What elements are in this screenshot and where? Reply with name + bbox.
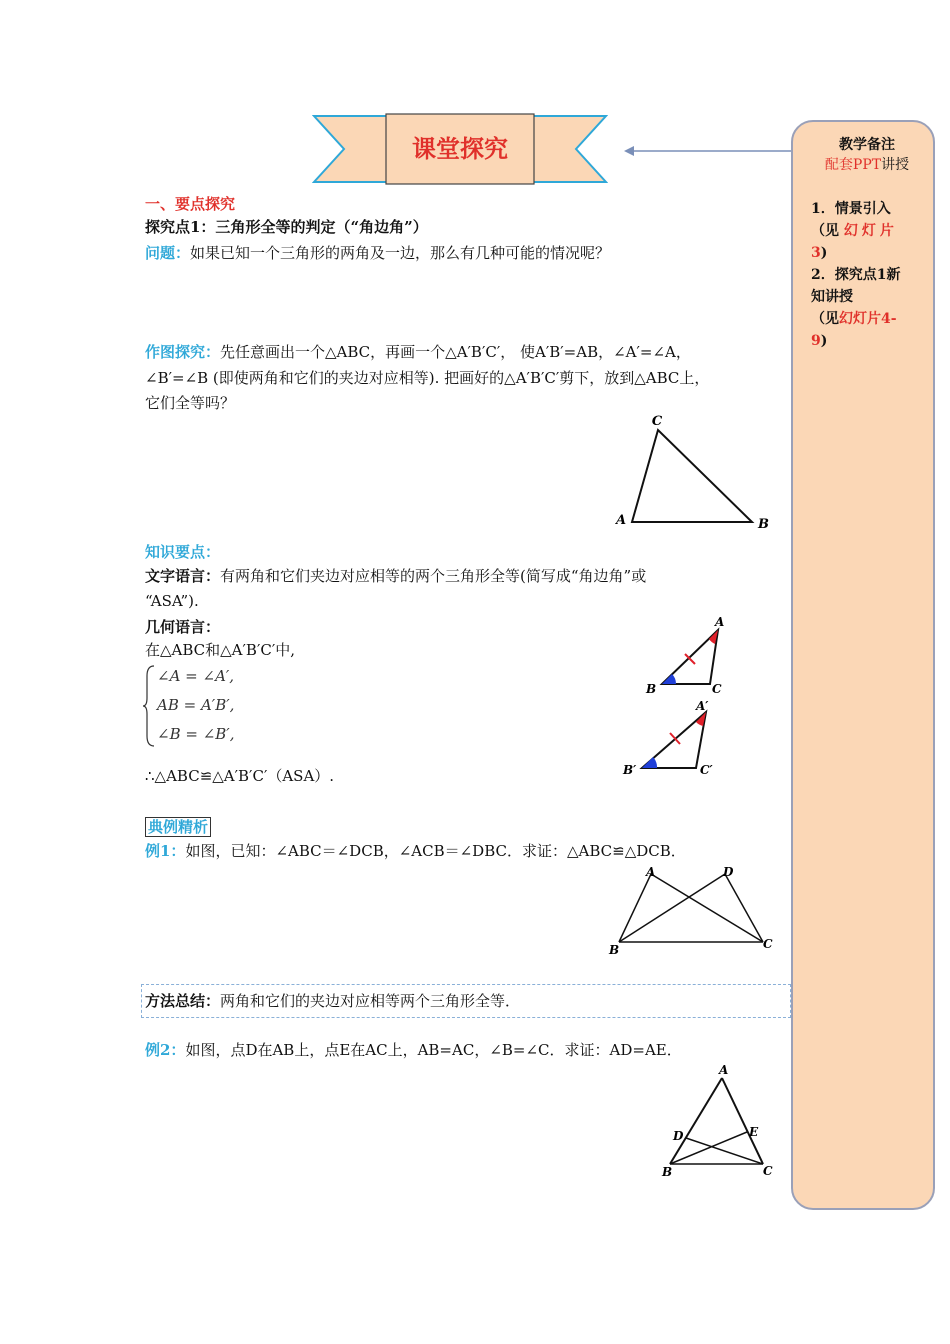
svg-text:D: D <box>673 1129 684 1143</box>
banner <box>312 112 608 186</box>
example-2: 例2：如图，点D在AB上，点E在AC上，AB=AC，∠B=∠C．求证：AD=AE． <box>145 1041 682 1059</box>
svg-text:A: A <box>646 865 656 879</box>
text-language-2: “ASA”). <box>145 592 199 610</box>
question: 问题：如果已知一个三角形的两角及一边，那么有几种可能的情况呢？ <box>145 244 611 262</box>
figure-asa-abc <box>640 614 740 699</box>
label-a: A <box>616 513 627 528</box>
sidebar-item-1: 1．情景引入 （见 幻灯片 3) <box>811 201 898 261</box>
sidebar-item-2: 2．探究点1新 知讲授 （见幻灯片4- 9) <box>811 267 901 349</box>
arrow-left-icon <box>620 143 795 159</box>
svg-text:A: A <box>715 615 725 629</box>
figure-triangle-abc <box>600 408 780 533</box>
example-1: 例1：如图，已知：∠ABC＝∠DCB，∠ACB＝∠DBC．求证：△ABC≌△DCB． <box>145 842 686 860</box>
geo-conclusion: ∴△ABC≌△A′B′C′（ASA）. <box>145 767 335 785</box>
svg-text:E: E <box>749 1125 759 1139</box>
draw-line-1: 作图探究：先任意画出一个△ABC，再画一个△A′B′C′， 使A′B′=AB，∠A′=∠A， <box>145 343 691 361</box>
geo-label: 几何语言： <box>145 618 221 636</box>
sidebar-title: 教学备注 <box>839 137 895 153</box>
geo-condition-3: ∠B = ∠B′, <box>157 725 235 743</box>
svg-text:D: D <box>723 865 734 879</box>
method-summary: 方法总结：两角和它们的夹边对应相等两个三角形全等． <box>145 992 521 1010</box>
svg-text:A′: A′ <box>696 699 709 713</box>
teaching-notes-sidebar <box>791 120 935 1210</box>
label-b: B <box>758 517 769 532</box>
svg-text:B′: B′ <box>623 763 637 777</box>
knowledge-label: 知识要点： <box>145 543 221 561</box>
label-c: C <box>651 414 663 429</box>
triangle-abc <box>632 430 752 522</box>
svg-text:C: C <box>763 937 773 951</box>
sidebar-subtitle: 配套PPT讲授 <box>824 157 910 173</box>
geo-intro: 在△ABC和△A′B′C′中, <box>145 641 296 659</box>
figure-asa-abc-prime <box>620 694 740 784</box>
svg-text:B: B <box>609 943 620 957</box>
svg-text:B: B <box>646 682 657 696</box>
figure-example-1 <box>603 862 783 962</box>
svg-text:B: B <box>662 1165 673 1179</box>
svg-text:C: C <box>712 682 722 696</box>
geo-condition-2: AB = A′B′, <box>157 696 235 714</box>
examples-tag: 典例精析 <box>145 816 211 838</box>
svg-text:C: C <box>763 1164 773 1178</box>
figure-example-2 <box>655 1060 785 1185</box>
section-heading: 一、要点探究 <box>145 195 236 213</box>
banner-title: 课堂探究 <box>412 134 508 163</box>
point-title: 探究点1：三角形全等的判定（“角边角”） <box>145 218 428 236</box>
draw-line-2: ∠B′=∠B (即使两角和它们的夹边对应相等). 把画好的△A′B′C′剪下，放到△ABC上， <box>145 369 710 387</box>
geo-condition-1: ∠A = ∠A′, <box>157 667 235 685</box>
draw-line-3: 它们全等吗？ <box>145 394 236 412</box>
brace-icon <box>142 664 156 748</box>
svg-text:A: A <box>719 1063 729 1077</box>
text-language-1: 文字语言：有两角和它们夹边对应相等的两个三角形全等(简写成“角边角”或 <box>145 567 647 585</box>
svg-text:C′: C′ <box>700 763 713 777</box>
